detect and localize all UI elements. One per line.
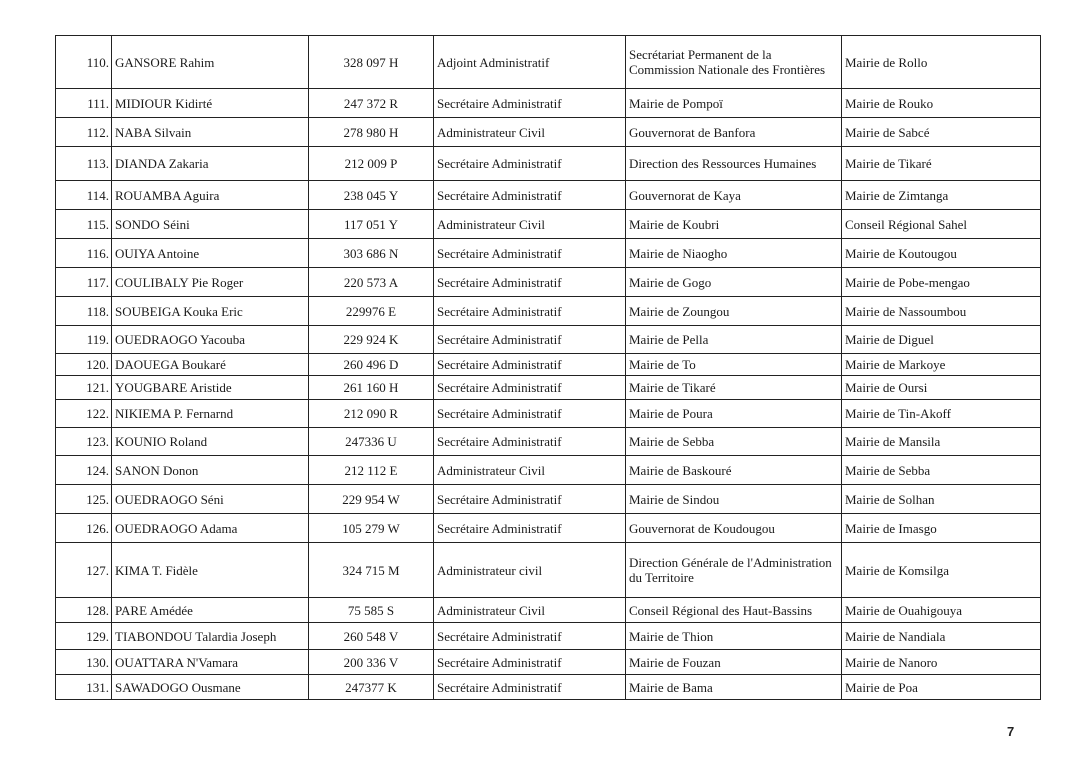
destination-service-cell: Mairie de Solhan: [842, 485, 1041, 514]
destination-service-cell: Mairie de Imasgo: [842, 514, 1041, 543]
row-number-cell: 130.: [56, 650, 112, 675]
row-number-cell: 119.: [56, 326, 112, 354]
row-number-cell: 117.: [56, 268, 112, 297]
table-row: [56, 400, 1041, 428]
matricule-cell: 247377 K: [309, 675, 434, 700]
origin-service-cell: Mairie de Pompoï: [626, 89, 842, 118]
agent-name-cell: KOUNIO Roland: [112, 428, 309, 456]
matricule-cell: 324 715 M: [309, 543, 434, 598]
row-number-cell: 112.: [56, 118, 112, 147]
destination-service-cell: Mairie de Tin-Akoff: [842, 400, 1041, 428]
origin-service-cell: Mairie de Poura: [626, 400, 842, 428]
agent-name-cell: KIMA T. Fidèle: [112, 543, 309, 598]
row-number-cell: 127.: [56, 543, 112, 598]
origin-service-cell: Mairie de Koubri: [626, 210, 842, 239]
destination-service-cell: Mairie de Rollo: [842, 36, 1041, 89]
origin-service-cell: Direction des Ressources Humaines: [626, 147, 842, 181]
grade-cell: Administrateur Civil: [434, 118, 626, 147]
table-row: [56, 543, 1041, 598]
grade-cell: Secrétaire Administratif: [434, 239, 626, 268]
matricule-cell: 260 548 V: [309, 623, 434, 650]
matricule-cell: 303 686 N: [309, 239, 434, 268]
matricule-cell: 260 496 D: [309, 354, 434, 376]
row-number-cell: 120.: [56, 354, 112, 376]
origin-service-cell: Mairie de Tikaré: [626, 376, 842, 400]
grade-cell: Secrétaire Administratif: [434, 181, 626, 210]
table-row: [56, 326, 1041, 354]
grade-cell: Secrétaire Administratif: [434, 400, 626, 428]
table-row: [56, 598, 1041, 623]
assignment-table-container: [55, 35, 1040, 700]
row-number-cell: 122.: [56, 400, 112, 428]
table-body: [56, 36, 1041, 700]
table-row: [56, 210, 1041, 239]
origin-service-cell: Gouvernorat de Banfora: [626, 118, 842, 147]
agent-name-cell: SONDO Séini: [112, 210, 309, 239]
agent-name-cell: PARE Amédée: [112, 598, 309, 623]
row-number-cell: 118.: [56, 297, 112, 326]
table-row: [56, 268, 1041, 297]
destination-service-cell: Mairie de Komsilga: [842, 543, 1041, 598]
origin-service-cell: Mairie de Gogo: [626, 268, 842, 297]
page-number: 7: [1007, 724, 1015, 739]
origin-service-cell: Conseil Régional des Haut-Bassins: [626, 598, 842, 623]
matricule-cell: 238 045 Y: [309, 181, 434, 210]
origin-service-cell: Direction Générale de l'Administration du Territoire: [626, 543, 842, 598]
grade-cell: Secrétaire Administratif: [434, 376, 626, 400]
table-row: [56, 485, 1041, 514]
origin-service-cell: Mairie de Sindou: [626, 485, 842, 514]
agent-name-cell: GANSORE Rahim: [112, 36, 309, 89]
agent-name-cell: OUEDRAOGO Yacouba: [112, 326, 309, 354]
row-number-cell: 114.: [56, 181, 112, 210]
origin-service-cell: Secrétariat Permanent de la Commission Nationale des Frontières: [626, 36, 842, 89]
table-row: [56, 650, 1041, 675]
table-row: [56, 297, 1041, 326]
row-number-cell: 131.: [56, 675, 112, 700]
grade-cell: Adjoint Administratif: [434, 36, 626, 89]
grade-cell: Administrateur Civil: [434, 210, 626, 239]
destination-service-cell: Mairie de Nassoumbou: [842, 297, 1041, 326]
destination-service-cell: Mairie de Oursi: [842, 376, 1041, 400]
matricule-cell: 247 372 R: [309, 89, 434, 118]
row-number-cell: 121.: [56, 376, 112, 400]
table-row: [56, 456, 1041, 485]
grade-cell: Secrétaire Administratif: [434, 354, 626, 376]
origin-service-cell: Gouvernorat de Koudougou: [626, 514, 842, 543]
destination-service-cell: Mairie de Mansila: [842, 428, 1041, 456]
table-row: [56, 239, 1041, 268]
row-number-cell: 113.: [56, 147, 112, 181]
origin-service-cell: Gouvernorat de Kaya: [626, 181, 842, 210]
agent-name-cell: NIKIEMA P. Fernarnd: [112, 400, 309, 428]
destination-service-cell: Mairie de Poa: [842, 675, 1041, 700]
table-row: [56, 623, 1041, 650]
origin-service-cell: Mairie de Thion: [626, 623, 842, 650]
row-number-cell: 111.: [56, 89, 112, 118]
grade-cell: Administrateur Civil: [434, 598, 626, 623]
row-number-cell: 125.: [56, 485, 112, 514]
destination-service-cell: Mairie de Markoye: [842, 354, 1041, 376]
matricule-cell: 212 112 E: [309, 456, 434, 485]
row-number-cell: 128.: [56, 598, 112, 623]
agent-name-cell: SAWADOGO Ousmane: [112, 675, 309, 700]
origin-service-cell: Mairie de Bama: [626, 675, 842, 700]
row-number-cell: 110.: [56, 36, 112, 89]
destination-service-cell: Mairie de Pobe-mengao: [842, 268, 1041, 297]
matricule-cell: 229 954 W: [309, 485, 434, 514]
matricule-cell: 212 009 P: [309, 147, 434, 181]
origin-service-cell: Mairie de Baskouré: [626, 456, 842, 485]
agent-name-cell: OUEDRAOGO Séni: [112, 485, 309, 514]
matricule-cell: 212 090 R: [309, 400, 434, 428]
matricule-cell: 229 924 K: [309, 326, 434, 354]
matricule-cell: 229976 E: [309, 297, 434, 326]
table-row: [56, 428, 1041, 456]
grade-cell: Secrétaire Administratif: [434, 147, 626, 181]
agent-name-cell: DAOUEGA Boukaré: [112, 354, 309, 376]
destination-service-cell: Mairie de Rouko: [842, 89, 1041, 118]
grade-cell: Secrétaire Administratif: [434, 675, 626, 700]
agent-name-cell: TIABONDOU Talardia Joseph: [112, 623, 309, 650]
agent-name-cell: OUATTARA N'Vamara: [112, 650, 309, 675]
table-row: [56, 89, 1041, 118]
table-row: [56, 181, 1041, 210]
matricule-cell: 261 160 H: [309, 376, 434, 400]
row-number-cell: 129.: [56, 623, 112, 650]
destination-service-cell: Mairie de Tikaré: [842, 147, 1041, 181]
row-number-cell: 124.: [56, 456, 112, 485]
row-number-cell: 115.: [56, 210, 112, 239]
grade-cell: Secrétaire Administratif: [434, 428, 626, 456]
grade-cell: Secrétaire Administratif: [434, 268, 626, 297]
grade-cell: Administrateur civil: [434, 543, 626, 598]
agent-name-cell: SOUBEIGA Kouka Eric: [112, 297, 309, 326]
grade-cell: Secrétaire Administratif: [434, 297, 626, 326]
agent-name-cell: SANON Donon: [112, 456, 309, 485]
grade-cell: Secrétaire Administratif: [434, 623, 626, 650]
table-row: [56, 376, 1041, 400]
matricule-cell: 105 279 W: [309, 514, 434, 543]
origin-service-cell: Mairie de Pella: [626, 326, 842, 354]
destination-service-cell: Mairie de Sabcé: [842, 118, 1041, 147]
grade-cell: Secrétaire Administratif: [434, 326, 626, 354]
origin-service-cell: Mairie de Zoungou: [626, 297, 842, 326]
table-row: [56, 675, 1041, 700]
table-row: [56, 36, 1041, 89]
destination-service-cell: Conseil Régional Sahel: [842, 210, 1041, 239]
destination-service-cell: Mairie de Nandiala: [842, 623, 1041, 650]
grade-cell: Secrétaire Administratif: [434, 650, 626, 675]
agent-name-cell: COULIBALY Pie Roger: [112, 268, 309, 297]
agent-name-cell: NABA Silvain: [112, 118, 309, 147]
grade-cell: Secrétaire Administratif: [434, 514, 626, 543]
grade-cell: Administrateur Civil: [434, 456, 626, 485]
row-number-cell: 126.: [56, 514, 112, 543]
table-row: [56, 514, 1041, 543]
matricule-cell: 200 336 V: [309, 650, 434, 675]
origin-service-cell: Mairie de Niaogho: [626, 239, 842, 268]
table-row: [56, 354, 1041, 376]
assignment-table: [55, 35, 1041, 700]
destination-service-cell: Mairie de Ouahigouya: [842, 598, 1041, 623]
destination-service-cell: Mairie de Zimtanga: [842, 181, 1041, 210]
table-row: [56, 147, 1041, 181]
matricule-cell: 247336 U: [309, 428, 434, 456]
destination-service-cell: Mairie de Diguel: [842, 326, 1041, 354]
grade-cell: Secrétaire Administratif: [434, 485, 626, 514]
agent-name-cell: OUIYA Antoine: [112, 239, 309, 268]
row-number-cell: 116.: [56, 239, 112, 268]
destination-service-cell: Mairie de Nanoro: [842, 650, 1041, 675]
table-row: [56, 118, 1041, 147]
grade-cell: Secrétaire Administratif: [434, 89, 626, 118]
agent-name-cell: DIANDA Zakaria: [112, 147, 309, 181]
matricule-cell: 117 051 Y: [309, 210, 434, 239]
agent-name-cell: YOUGBARE Aristide: [112, 376, 309, 400]
matricule-cell: 328 097 H: [309, 36, 434, 89]
destination-service-cell: Mairie de Sebba: [842, 456, 1041, 485]
agent-name-cell: OUEDRAOGO Adama: [112, 514, 309, 543]
agent-name-cell: ROUAMBA Aguira: [112, 181, 309, 210]
origin-service-cell: Mairie de To: [626, 354, 842, 376]
matricule-cell: 75 585 S: [309, 598, 434, 623]
origin-service-cell: Mairie de Sebba: [626, 428, 842, 456]
destination-service-cell: Mairie de Koutougou: [842, 239, 1041, 268]
matricule-cell: 220 573 A: [309, 268, 434, 297]
matricule-cell: 278 980 H: [309, 118, 434, 147]
row-number-cell: 123.: [56, 428, 112, 456]
agent-name-cell: MIDIOUR Kidirté: [112, 89, 309, 118]
origin-service-cell: Mairie de Fouzan: [626, 650, 842, 675]
